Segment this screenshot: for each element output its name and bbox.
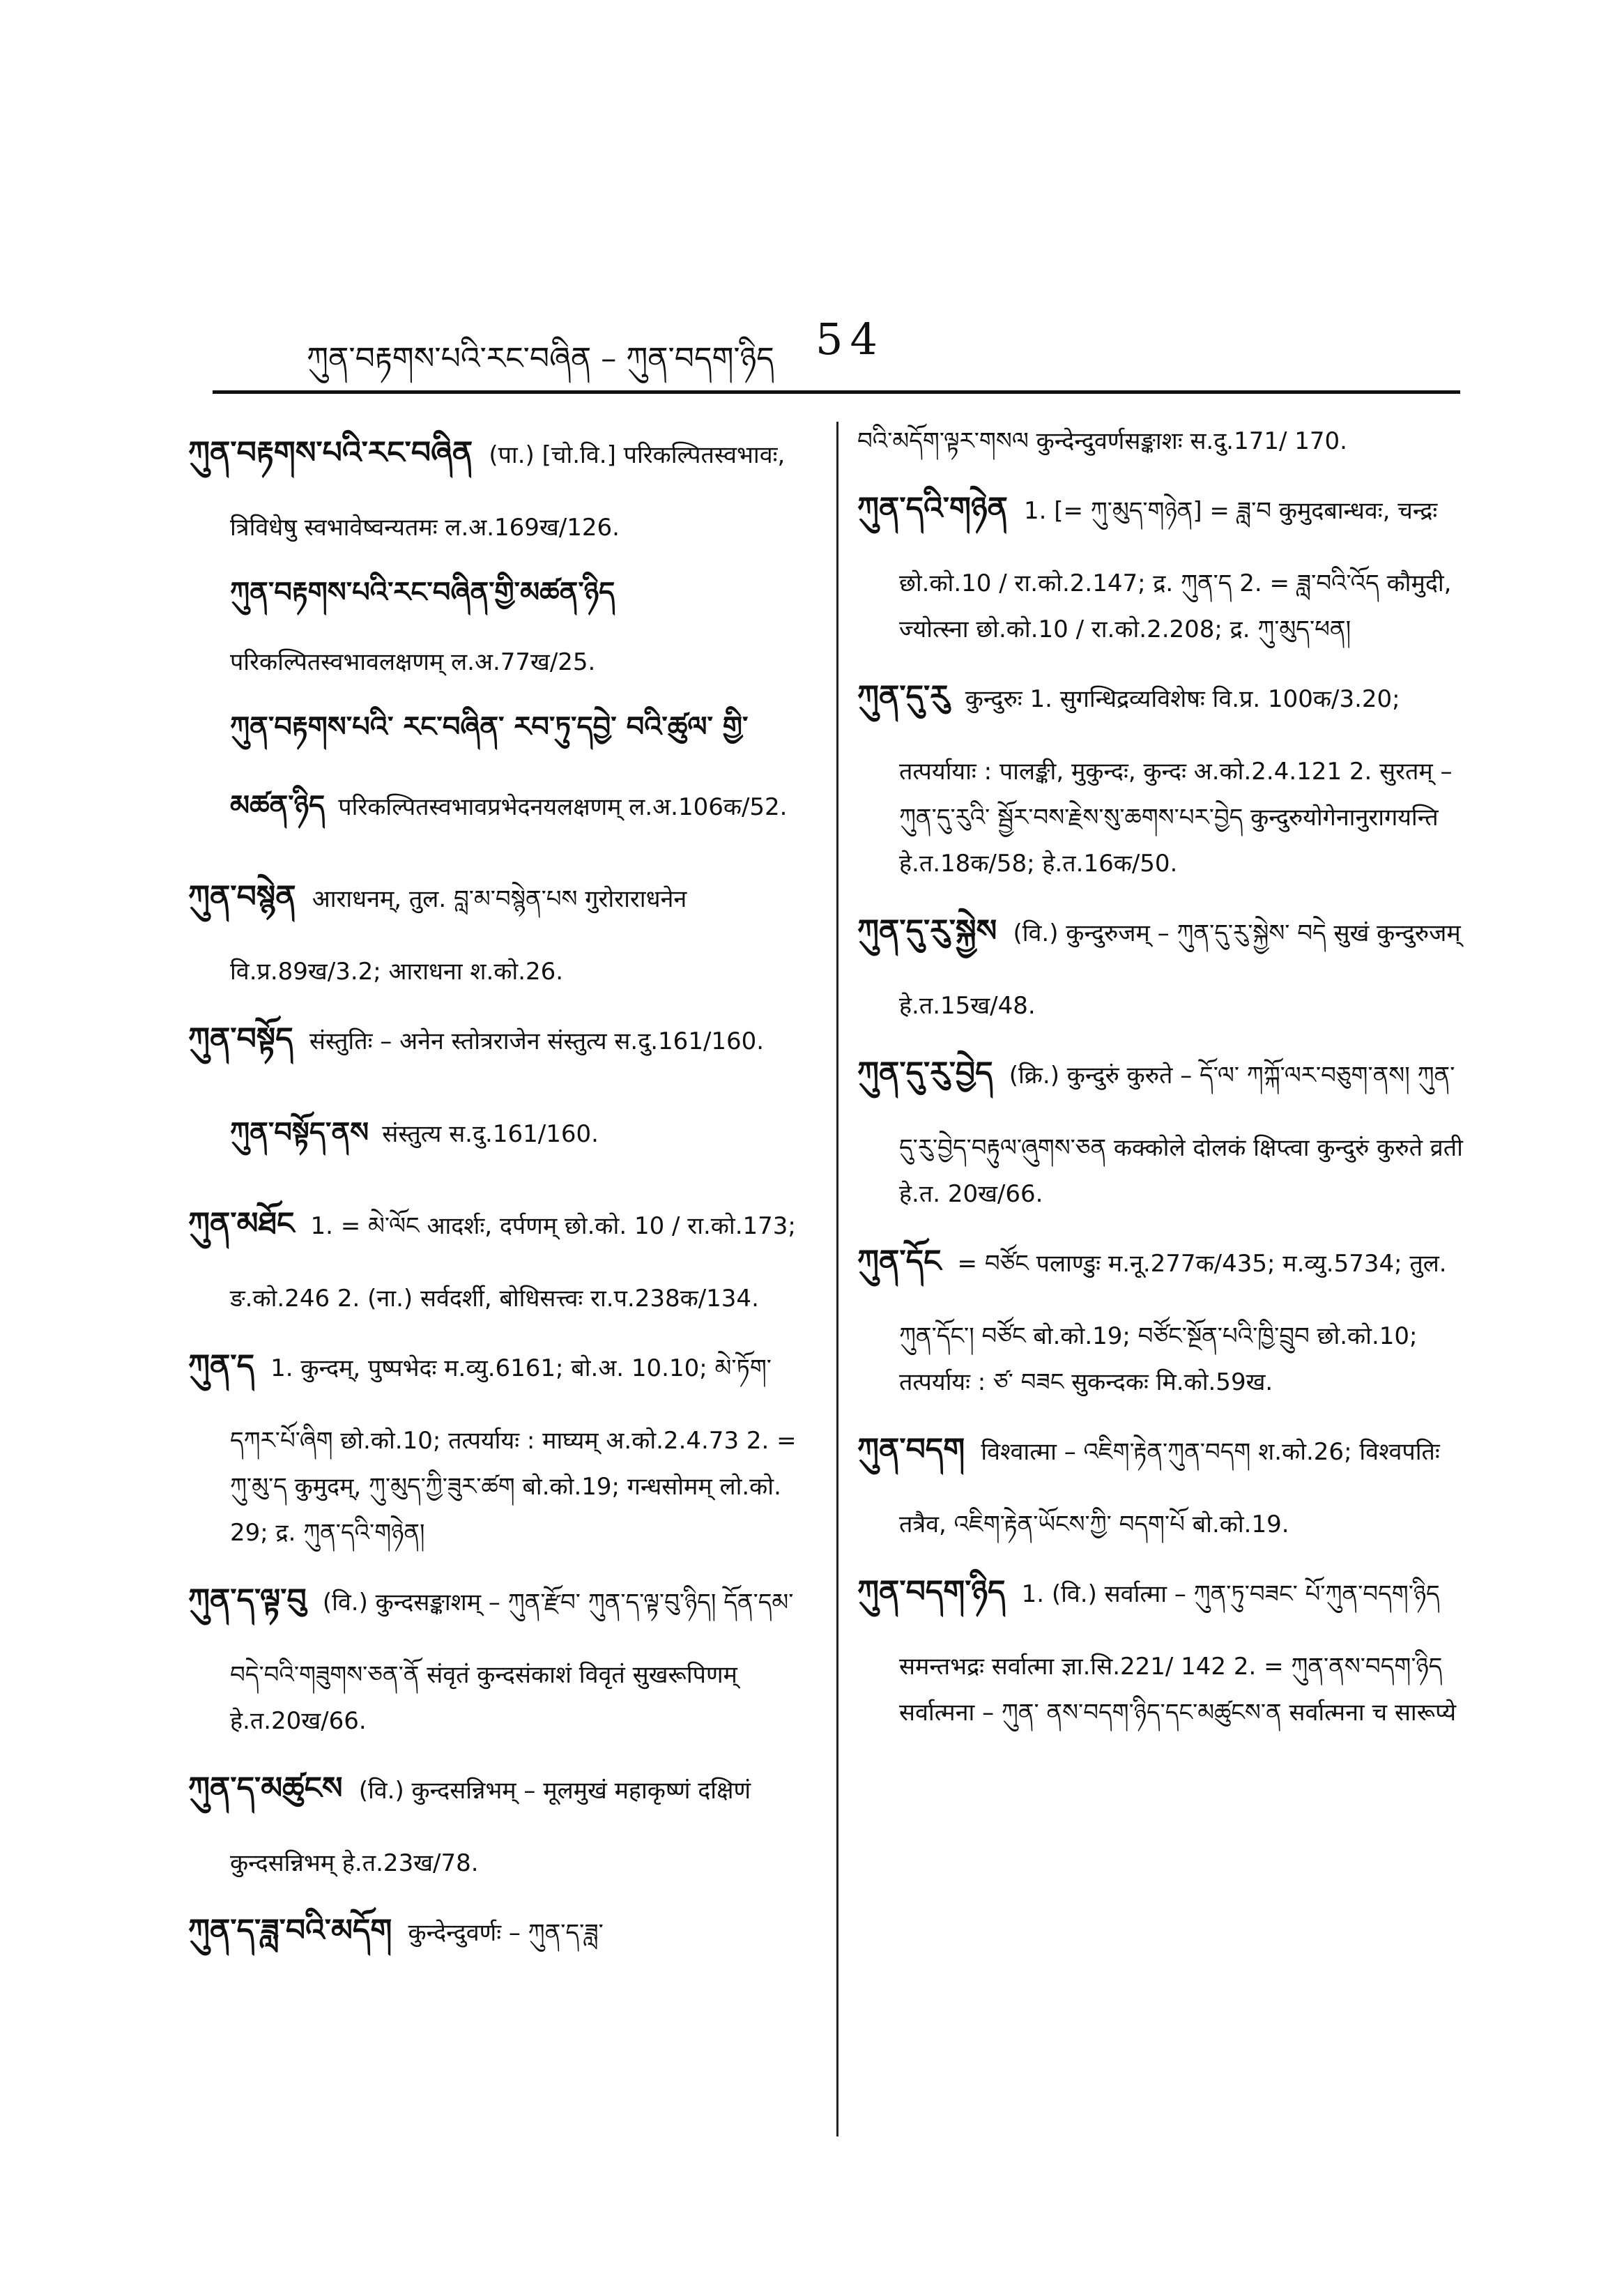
headword: ཀུན་དུ་རུ་སྐྱེས: [857, 913, 997, 949]
subheadword: ཀུན་བསྟོད་ནས: [230, 1116, 369, 1149]
entry-body: (क्रि.) कुन्दुरुं कुरुते – དོ་ལ་ ཀཀྐོ་ལར་བཅུག་ནས། ཀུན་དུ་རུ་བྱེད་བརྟུལ་ཞུགས་ཅན कक्कोले दोलकं क्षिप्त्वा कुन्दुरुं कुरुते व्रती हे.त. 20ख/66.: [899, 1062, 1463, 1208]
entry-body: आराधनम्, तुल. བླ་མ་བསྙེན་པས गुरोराराधनेन वि.प्र.89ख/3.2; आराधना श.को.26.: [230, 885, 687, 986]
dictionary-entry: [857, 662, 1471, 887]
dictionary-subentry: [188, 1101, 802, 1179]
dictionary-entry: [188, 1754, 802, 1886]
entry-body: བའི་མདོག་ལྟར་གསལ कुन्देन्दुवर्णसङ्काशः स.दु.171/ 170.: [857, 427, 1347, 455]
dictionary-entry: [188, 1331, 802, 1556]
entry-body: 1. (वि.) सर्वात्मा – ཀུན་ཏུ་བཟང་ པོ་ཀུན་བདག་ཉིད समन्तभद्रः सर्वात्मा ज्ञा.सि.221/ 142 2. = ཀུན་ནས་བདག་ཉིད सर्वात्मना – ཀུན་ ནས་བདག་ཉིད་དང་མཚུངས་ན सर्वात्मना च सारूप्ये: [899, 1580, 1457, 1727]
dictionary-subentry: [188, 695, 802, 852]
dictionary-entry: [857, 1039, 1471, 1217]
left-column: [188, 418, 802, 1992]
headword: ཀུན་ད་ཟླ་བའི་མདོག: [188, 1913, 392, 1948]
entry-body: 1. = མེ་ལོང आदर्शः, दर्पणम् छो.को. 10 / रा.को.173; ङ.को.246 2. (ना.) सर्वदर्शी, बोधिसत्त्वः रा.प.238क/134.: [230, 1212, 796, 1313]
headword: ཀུན་བསྟོད: [188, 1021, 293, 1057]
header-guide-words: ཀུན་བརྟགས་པའི་རང་བཞིན – ཀུན་བདག་ཉིད: [307, 341, 774, 376]
headword: ཀུན་དུ་རུ་བྱེད: [857, 1055, 993, 1091]
headword: ཀུན་དུ་རུ: [857, 679, 949, 714]
subheadword: ཀུན་བརྟགས་པའི་ རང་བཞིན་ རབ་ཏུ་དབྱེ་ བའི་ཚུལ་ གྱི་མཚན་ཉིད: [230, 710, 749, 822]
dictionary-subentry: [188, 560, 802, 685]
entry-body: (वि.) कुन्दसङ्काशम् – ཀུན་རྫོབ་ ཀུན་ད་ལྟ་བུ་ཉིད། དོན་དམ་བདེ་བའི་གཟུགས་ཅན་ནོ संवृतं कुन्दसंकाशं विवृतं सुखरूपिणम् हे.त.20ख/66.: [230, 1589, 794, 1735]
dictionary-entry: [188, 1566, 802, 1744]
entry-body: (वि.) कुन्दुरुजम् – ཀུན་དུ་རུ་སྐྱེས་ བདེ सुखं कुन्दुरुजम् हे.त.15ख/48.: [899, 919, 1461, 1020]
subheadword: ཀུན་བརྟགས་པའི་རང་བཞིན་གྱི་མཚན་ཉིད: [230, 576, 615, 609]
headword: ཀུན་ད་ལྟ་བུ: [188, 1582, 307, 1618]
entry-body: (वि.) कुन्दसन्निभम् – मूलमुखं महाकृष्णं दक्षिणं कुन्दसन्निभम् हे.त.23ख/78.: [230, 1777, 751, 1877]
dictionary-entry: [188, 418, 802, 551]
entry-body: विश्वात्मा – འཇིག་རྟེན་ཀུན་བདག श.को.26; विश्वपतिः तत्रैव, འཇིག་རྟེན་ཡོངས་ཀྱི་ བདག་པོ बो.को.19.: [899, 1438, 1440, 1538]
entry-body: परिकल्पितस्वभावलक्षणम् ल.अ.77ख/25.: [230, 648, 596, 676]
dictionary-entry: [188, 862, 802, 995]
dictionary-entry: [188, 1896, 802, 1982]
dictionary-entry: [857, 474, 1471, 652]
headword: ཀུན་དའི་གཉེན: [857, 491, 1008, 526]
running-header: [307, 314, 1317, 376]
entry-body: 1. कुन्दम्, पुष्पभेदः म.व्यु.6161; बो.अ. 10.10; མེ་ཏོག་དཀར་པོ་ཞིག छो.को.10; तत्पर्यायः : माघ्यम् अ.को.2.4.73 2. = ཀུ་མུ་ད कुमुदम्, ཀུ་མུད་ཀྱི་ཟུར་ཚག बो.को.19; गन्धसोमम् लो.को. 29; द्र. ཀུན་དའི་གཉེན།: [230, 1354, 797, 1547]
headword: ཀུན་དོང: [857, 1244, 942, 1279]
headword: ཀུན་བདག: [857, 1432, 965, 1467]
headword: ཀུན་བརྟགས་པའི་རང་བཞིན: [188, 435, 473, 471]
right-column: [857, 418, 1471, 1745]
entry-body: संस्तुतिः – अनेन स्तोत्रराजेन संस्तुत्य स.दु.161/160.: [309, 1027, 765, 1055]
entry-continuation: [857, 418, 1471, 464]
headword: ཀུན་བདག་ཉིད: [857, 1574, 1006, 1609]
dictionary-entry: [857, 896, 1471, 1029]
headword: ཀུན་ད་མཚུངས: [188, 1771, 343, 1806]
dictionary-entry: [188, 1189, 802, 1322]
dictionary-entry: [857, 1227, 1471, 1405]
entry-body: कुन्दुरुः 1. सुगन्धिद्रव्यविशेषः वि.प्र. 100क/3.20; तत्पर्यायाः : पालङ्की, मुकुन्दः, कुन्दः अ.को.2.4.121 2. सुरतम् – ཀུན་དུ་རུའི་ སྦྱོར་བས་རྗེས་སུ་ཆགས་པར་བྱེད कुन्दुरुयोगेनानुरागयन्ति हे.त.18क/58; हे.त.16क/50.: [899, 685, 1453, 878]
entry-body: (पा.) [चो.वि.] परिकल्पितस्वभावः, त्रिविधेषु स्वभावेष्वन्यतमः ल.अ.169ख/126.: [230, 441, 786, 542]
dictionary-entry: [857, 1557, 1471, 1736]
entry-body: = བཙོང पलाण्डुः म.नू.277क/435; म.व्यु.5734; तुल. ཀུན་དོང་། བཙོང बो.को.19; བཙོང་སྔོན་པའི་ཁྱི་བྲུབ छो.को.10; तत्पर्यायः : ཙ་ བཟང सुकन्दकः मि.को.59ख.: [899, 1250, 1447, 1396]
entry-body: 1. [= ཀུ་མུད་གཉེན] = ཟླ་བ कुमुदबान्धवः, चन्द्रः छो.को.10 / रा.को.2.147; द्र. ཀུན་ད 2. = ཟླ་བའི་འོད कौमुदी, ज्योत्स्ना छो.को.10 / रा.को.2.208; द्र. ཀུ་མུད་ཕན།: [899, 497, 1452, 643]
dictionary-entry: [857, 1415, 1471, 1547]
headword: ཀུན་བསྙེན: [188, 879, 296, 915]
dictionary-entry: [188, 1004, 802, 1091]
column-divider: [836, 422, 838, 2136]
page-number: 54: [815, 314, 884, 365]
entry-body: संस्तुत्य स.दु.161/160.: [382, 1120, 599, 1148]
entry-body: परिकल्पितस्वभावप्रभेदनयलक्षणम् ल.अ.106क/52.: [338, 793, 788, 821]
entry-body: कुन्देन्दुवर्णः – ཀུན་ད་ཟླ་: [408, 1919, 604, 1947]
headword: ཀུན་མཐོང: [188, 1206, 295, 1241]
header-rule: [213, 390, 1460, 394]
headword: ཀུན་ད: [188, 1348, 255, 1384]
